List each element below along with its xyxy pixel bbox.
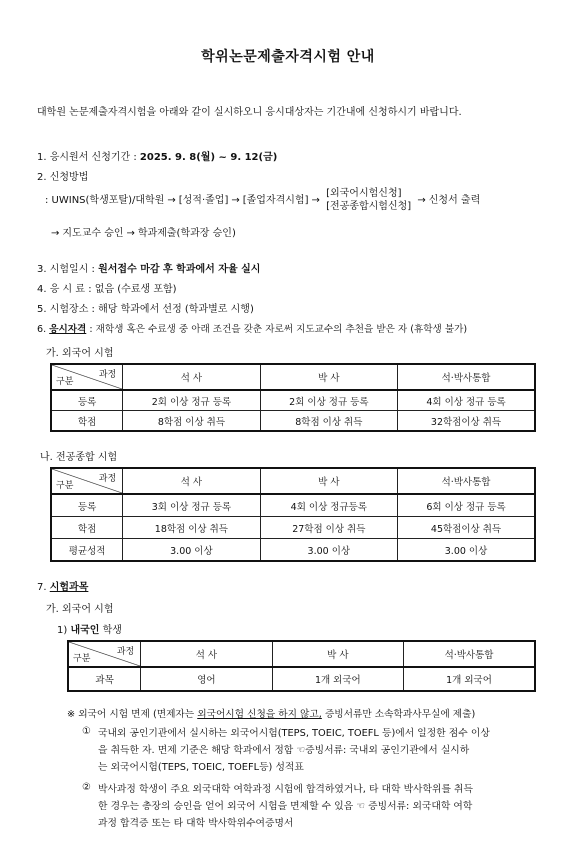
table-cell: 4회 이상 정규 등록 (398, 390, 535, 411)
application-period-value: 2025. 9. 8(월) ~ 9. 12(금) (139, 152, 278, 163)
exam-subjects-label: 시험과목 (49, 582, 89, 593)
table-row (51, 411, 535, 432)
table-cell: 32학점이상 취득 (398, 411, 535, 432)
corner-label-course: 과정 (116, 647, 135, 657)
flow-step: [졸업자격시험] (242, 195, 309, 206)
arrow-icon: → (167, 195, 176, 206)
table-cell: 1개 외국어 (272, 667, 403, 691)
column-header: 석·박사통합 (398, 364, 535, 390)
table-comprehensive-eligibility (50, 467, 536, 562)
corner-label-category: 구분 (73, 654, 91, 664)
item-label: 1. 응시원서 신청기간 : (37, 152, 140, 163)
domestic-label: 내국인 (70, 625, 100, 636)
note-text: 증빙서류만 소속학과사무실에 제출) (321, 709, 476, 720)
table-cell: 영어 (141, 667, 272, 691)
sub-domestic-students (57, 621, 122, 636)
table-row (51, 539, 535, 562)
table-corner-cell (68, 641, 141, 667)
flow-step: 신청서 출력 (428, 195, 481, 206)
note-text: ※ 외국어 시험 면제 (면제자는 (67, 709, 198, 720)
row-label: 학점 (51, 411, 123, 432)
sub-foreign-language-exam-2: 가. 외국어 시험 (46, 604, 114, 615)
flow-step: 지도교수 승인 (62, 228, 124, 239)
table-row (51, 390, 535, 411)
table-cell: 4회 이상 정규등록 (260, 494, 397, 517)
flow-step: 학과제출(학과장 승인) (137, 228, 236, 239)
method-flow-line1 (45, 187, 480, 213)
column-header: 석·박사통합 (404, 641, 535, 667)
item-label: 3. 시험일시 : (37, 264, 99, 275)
flow-step: [성적·졸업] (178, 195, 229, 206)
column-header: 박 사 (260, 468, 397, 494)
note2-number: ② (82, 782, 91, 793)
table-cell: 18학점 이상 취득 (123, 517, 260, 539)
item-number: 7. (37, 582, 50, 593)
table-corner-cell (51, 468, 123, 494)
note-line: 을 취득한 자. 면제 기준은 해당 학과에서 정함 ☜증빙서류: 국내외 공인기관에서 실시하 (98, 745, 470, 756)
column-header: 박 사 (260, 364, 397, 390)
intro-text: 대학원 논문제출자격시험을 아래와 같이 실시하오니 응시대상자는 기간내에 신청하시기 바랍니다. (37, 107, 462, 118)
table-cell: 6회 이상 정규 등록 (398, 494, 535, 517)
note-line: 한 경우는 총장의 승인을 얻어 외국어 시험을 면제할 수 있음 ☜ 증빙서류: 외국대학 여학 (98, 801, 473, 812)
table-cell: 1개 외국어 (404, 667, 535, 691)
table-cell: 3.00 이상 (260, 539, 397, 562)
row-label: 학점 (51, 517, 123, 539)
corner-label-category: 구분 (56, 481, 74, 491)
note-line: 과정 합격증 또는 타 대학 박사학위수여증명서 (98, 818, 294, 829)
table-row (51, 494, 535, 517)
column-header: 박 사 (272, 641, 403, 667)
flow-step-options (326, 187, 411, 213)
table-exam-subjects (67, 640, 536, 692)
item-number: 1) (57, 625, 71, 636)
sub-foreign-language-exam: 가. 외국어 시험 (46, 348, 114, 359)
table-foreign-language-eligibility (50, 363, 536, 432)
note-line: 는 외국어시험(TEPS, TOEIC, TOEFL등) 성적표 (98, 762, 304, 773)
row-label: 과목 (68, 667, 141, 691)
table-cell: 27학점 이상 취득 (260, 517, 397, 539)
column-header: 석·박사통합 (398, 468, 535, 494)
arrow-icon: → (231, 195, 240, 206)
exam-date-value: 원서접수 마감 후 학과에서 자율 실시 (98, 264, 261, 275)
table-row (51, 517, 535, 539)
note1-number: ① (82, 726, 91, 737)
item-exam-date (37, 260, 260, 275)
corner-label-category: 구분 (56, 377, 74, 387)
corner-label-course: 과정 (98, 370, 117, 380)
item-application-period (37, 148, 277, 163)
sub-comprehensive-exam: 나. 전공종합 시험 (40, 452, 118, 463)
column-header: 석 사 (141, 641, 272, 667)
item-application-method: 2. 신청방법 (37, 172, 89, 183)
note-line: 박사과정 학생이 주요 외국대학 여학과정 시험에 합격하였거나, 타 대학 박사학위를 취득 (98, 784, 473, 795)
item-eligibility (37, 321, 467, 335)
page-title: 학위논문제출자격시험 안내 (201, 49, 375, 65)
item-exam-subjects (37, 578, 88, 593)
flow-step: : UWINS(학생포탈)/대학원 (45, 195, 165, 206)
exemption-note-2 (98, 781, 538, 832)
table-header-row (51, 468, 535, 494)
arrow-icon: → (126, 228, 135, 239)
method-flow-line2 (48, 224, 236, 239)
row-label: 평균성적 (51, 539, 123, 562)
eligibility-label: 응시자격 (49, 324, 87, 335)
arrow-icon: → (417, 195, 426, 206)
table-cell: 8학점 이상 취득 (123, 411, 260, 432)
item-number: 6. (37, 324, 50, 335)
arrow-icon: → (51, 228, 60, 239)
flow-option: [전공종합시험신청] (326, 201, 412, 212)
arrow-icon: → (311, 195, 320, 206)
eligibility-text: : 재학생 혹은 수료생 중 아래 조건을 갖춘 자로써 지도교수의 추천을 받은 자 (휴학생 불가) (86, 324, 468, 335)
note-underlined: 외국어시험 신청을 하지 않고, (197, 709, 322, 720)
table-cell: 3회 이상 정규 등록 (123, 494, 260, 517)
table-row (68, 667, 535, 691)
column-header: 석 사 (123, 468, 260, 494)
corner-label-course: 과정 (98, 474, 117, 484)
exemption-note (67, 706, 475, 720)
exemption-note-1 (98, 725, 538, 776)
table-cell: 8학점 이상 취득 (260, 411, 397, 432)
row-label: 등록 (51, 390, 123, 411)
students-label: 학생 (99, 625, 122, 636)
table-corner-cell (51, 364, 123, 390)
table-header-row (68, 641, 535, 667)
column-header: 석 사 (123, 364, 260, 390)
row-label: 등록 (51, 494, 123, 517)
table-cell: 3.00 이상 (398, 539, 535, 562)
item-exam-fee: 4. 응 시 료 : 없음 (수료생 포함) (37, 284, 177, 295)
table-cell: 2회 이상 정규 등록 (123, 390, 260, 411)
table-cell: 3.00 이상 (123, 539, 260, 562)
table-cell: 2회 이상 정규 등록 (260, 390, 397, 411)
note-line: 국내외 공인기관에서 실시하는 외국어시험(TEPS, TOEIC, TOEFL 등)에서 일정한 점수 이상 (98, 728, 490, 739)
table-cell: 45학점이상 취득 (398, 517, 535, 539)
item-exam-place: 5. 시험장소 : 해당 학과에서 선정 (학과별로 시행) (37, 304, 254, 315)
flow-option: [외국어시험신청] (326, 188, 402, 199)
table-header-row (51, 364, 535, 390)
